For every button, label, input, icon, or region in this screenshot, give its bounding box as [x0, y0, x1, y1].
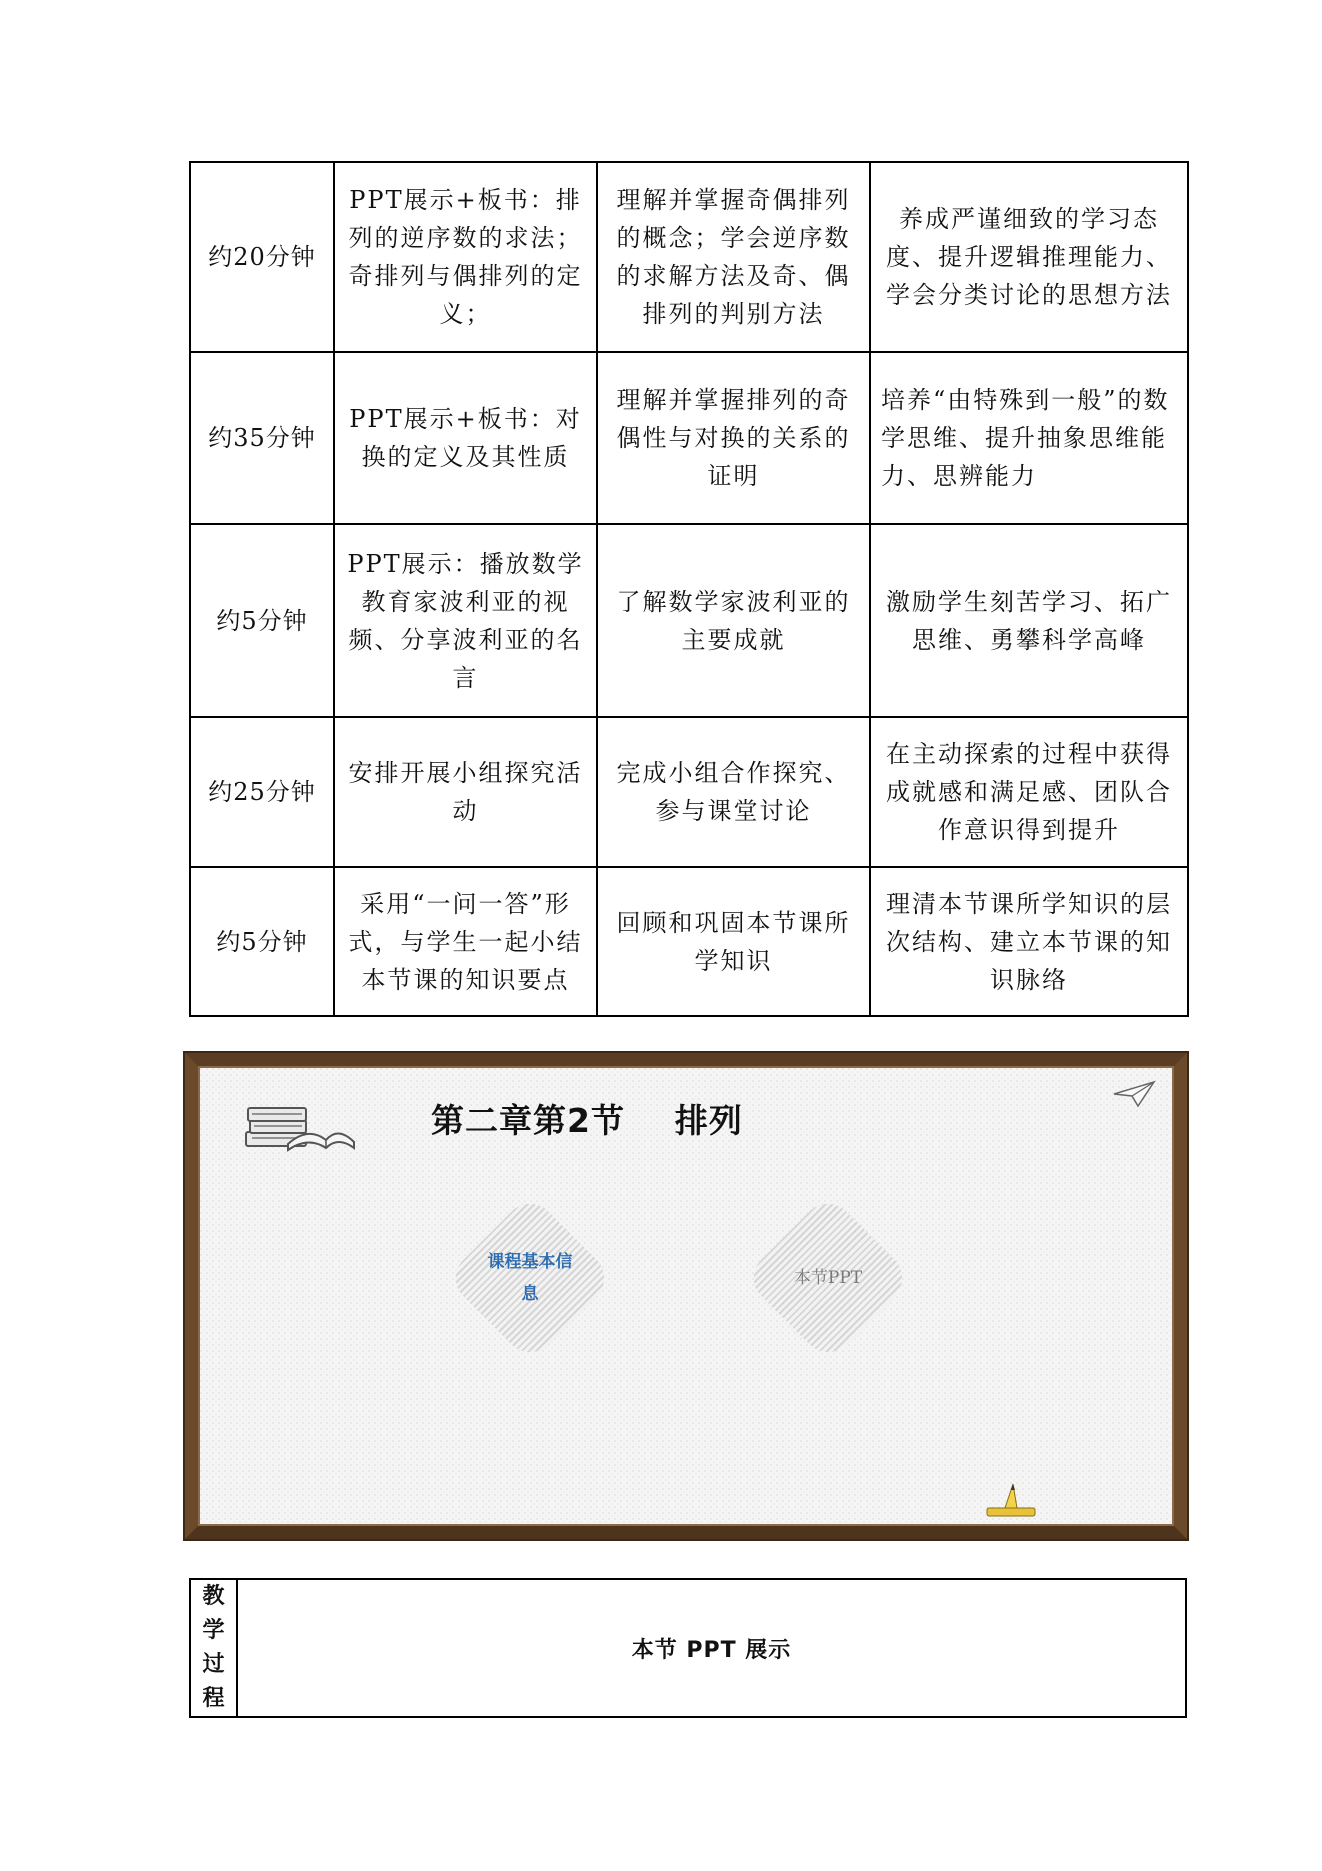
pencil-icon [981, 1480, 1041, 1520]
table-row [190, 352, 1188, 524]
table-row [190, 717, 1188, 867]
section-ppt-button[interactable] [743, 1193, 913, 1363]
teaching-process-content: 本节 PPT 展示 [237, 1579, 1186, 1717]
course-info-button[interactable] [445, 1193, 615, 1363]
ability-goal-cell: 理清本节课所学知识的层次结构、建立本节课的知识脉络 [870, 867, 1188, 1016]
activity-cell: PPT展示+板书：对换的定义及其性质 [334, 352, 597, 524]
teaching-process-table [189, 1578, 1187, 1718]
table-row [190, 162, 1188, 352]
ability-goal-cell: 在主动探索的过程中获得成就感和满足感、团队合作意识得到提升 [870, 717, 1188, 867]
knowledge-goal-cell: 完成小组合作探究、参与课堂讨论 [597, 717, 870, 867]
knowledge-goal-cell: 回顾和巩固本节课所学知识 [597, 867, 870, 1016]
ability-goal-cell: 培养“由特殊到一般”的数学思维、提升抽象思维能力、思辨能力 [870, 352, 1188, 524]
activity-cell: 采用“一问一答”形式，与学生一起小结本节课的知识要点 [334, 867, 597, 1016]
time-cell: 约35分钟 [190, 352, 334, 524]
knowledge-goal-cell: 理解并掌握排列的奇偶性与对换的关系的证明 [597, 352, 870, 524]
table-row [190, 1579, 1186, 1717]
label-char: 程 [202, 1686, 225, 1711]
activity-cell: PPT展示：播放数学教育家波利亚的视频、分享波利亚的名言 [334, 524, 597, 717]
time-cell: 约5分钟 [190, 524, 334, 717]
knowledge-goal-cell: 理解并掌握奇偶排列的概念；学会逆序数的求解方法及奇、偶排列的判别方法 [597, 162, 870, 352]
knowledge-goal-cell: 了解数学家波利亚的主要成就 [597, 524, 870, 717]
ppt-slide [185, 1053, 1187, 1539]
course-info-label: 课程基本信息 [487, 1252, 573, 1304]
label-char: 过 [202, 1652, 225, 1677]
lesson-plan-table [189, 161, 1189, 1017]
teaching-process-label [190, 1579, 237, 1717]
section-ppt-label: 本节PPT [793, 1268, 863, 1288]
books-icon [238, 1096, 358, 1156]
table-row [190, 524, 1188, 717]
activity-cell: 安排开展小组探究活动 [334, 717, 597, 867]
activity-cell: PPT展示+板书：排列的逆序数的求法；奇排列与偶排列的定义； [334, 162, 597, 352]
time-cell: 约5分钟 [190, 867, 334, 1016]
slide-title: 第二章第2节 排列 [431, 1101, 743, 1140]
ability-goal-cell: 激励学生刻苦学习、拓广思维、勇攀科学高峰 [870, 524, 1188, 717]
table-row [190, 867, 1188, 1016]
paper-plane-icon [1112, 1080, 1156, 1108]
label-char: 教 [202, 1584, 225, 1609]
time-cell: 约25分钟 [190, 717, 334, 867]
ability-goal-cell: 养成严谨细致的学习态度、提升逻辑推理能力、学会分类讨论的思想方法 [870, 162, 1188, 352]
time-cell: 约20分钟 [190, 162, 334, 352]
label-char: 学 [202, 1618, 225, 1643]
